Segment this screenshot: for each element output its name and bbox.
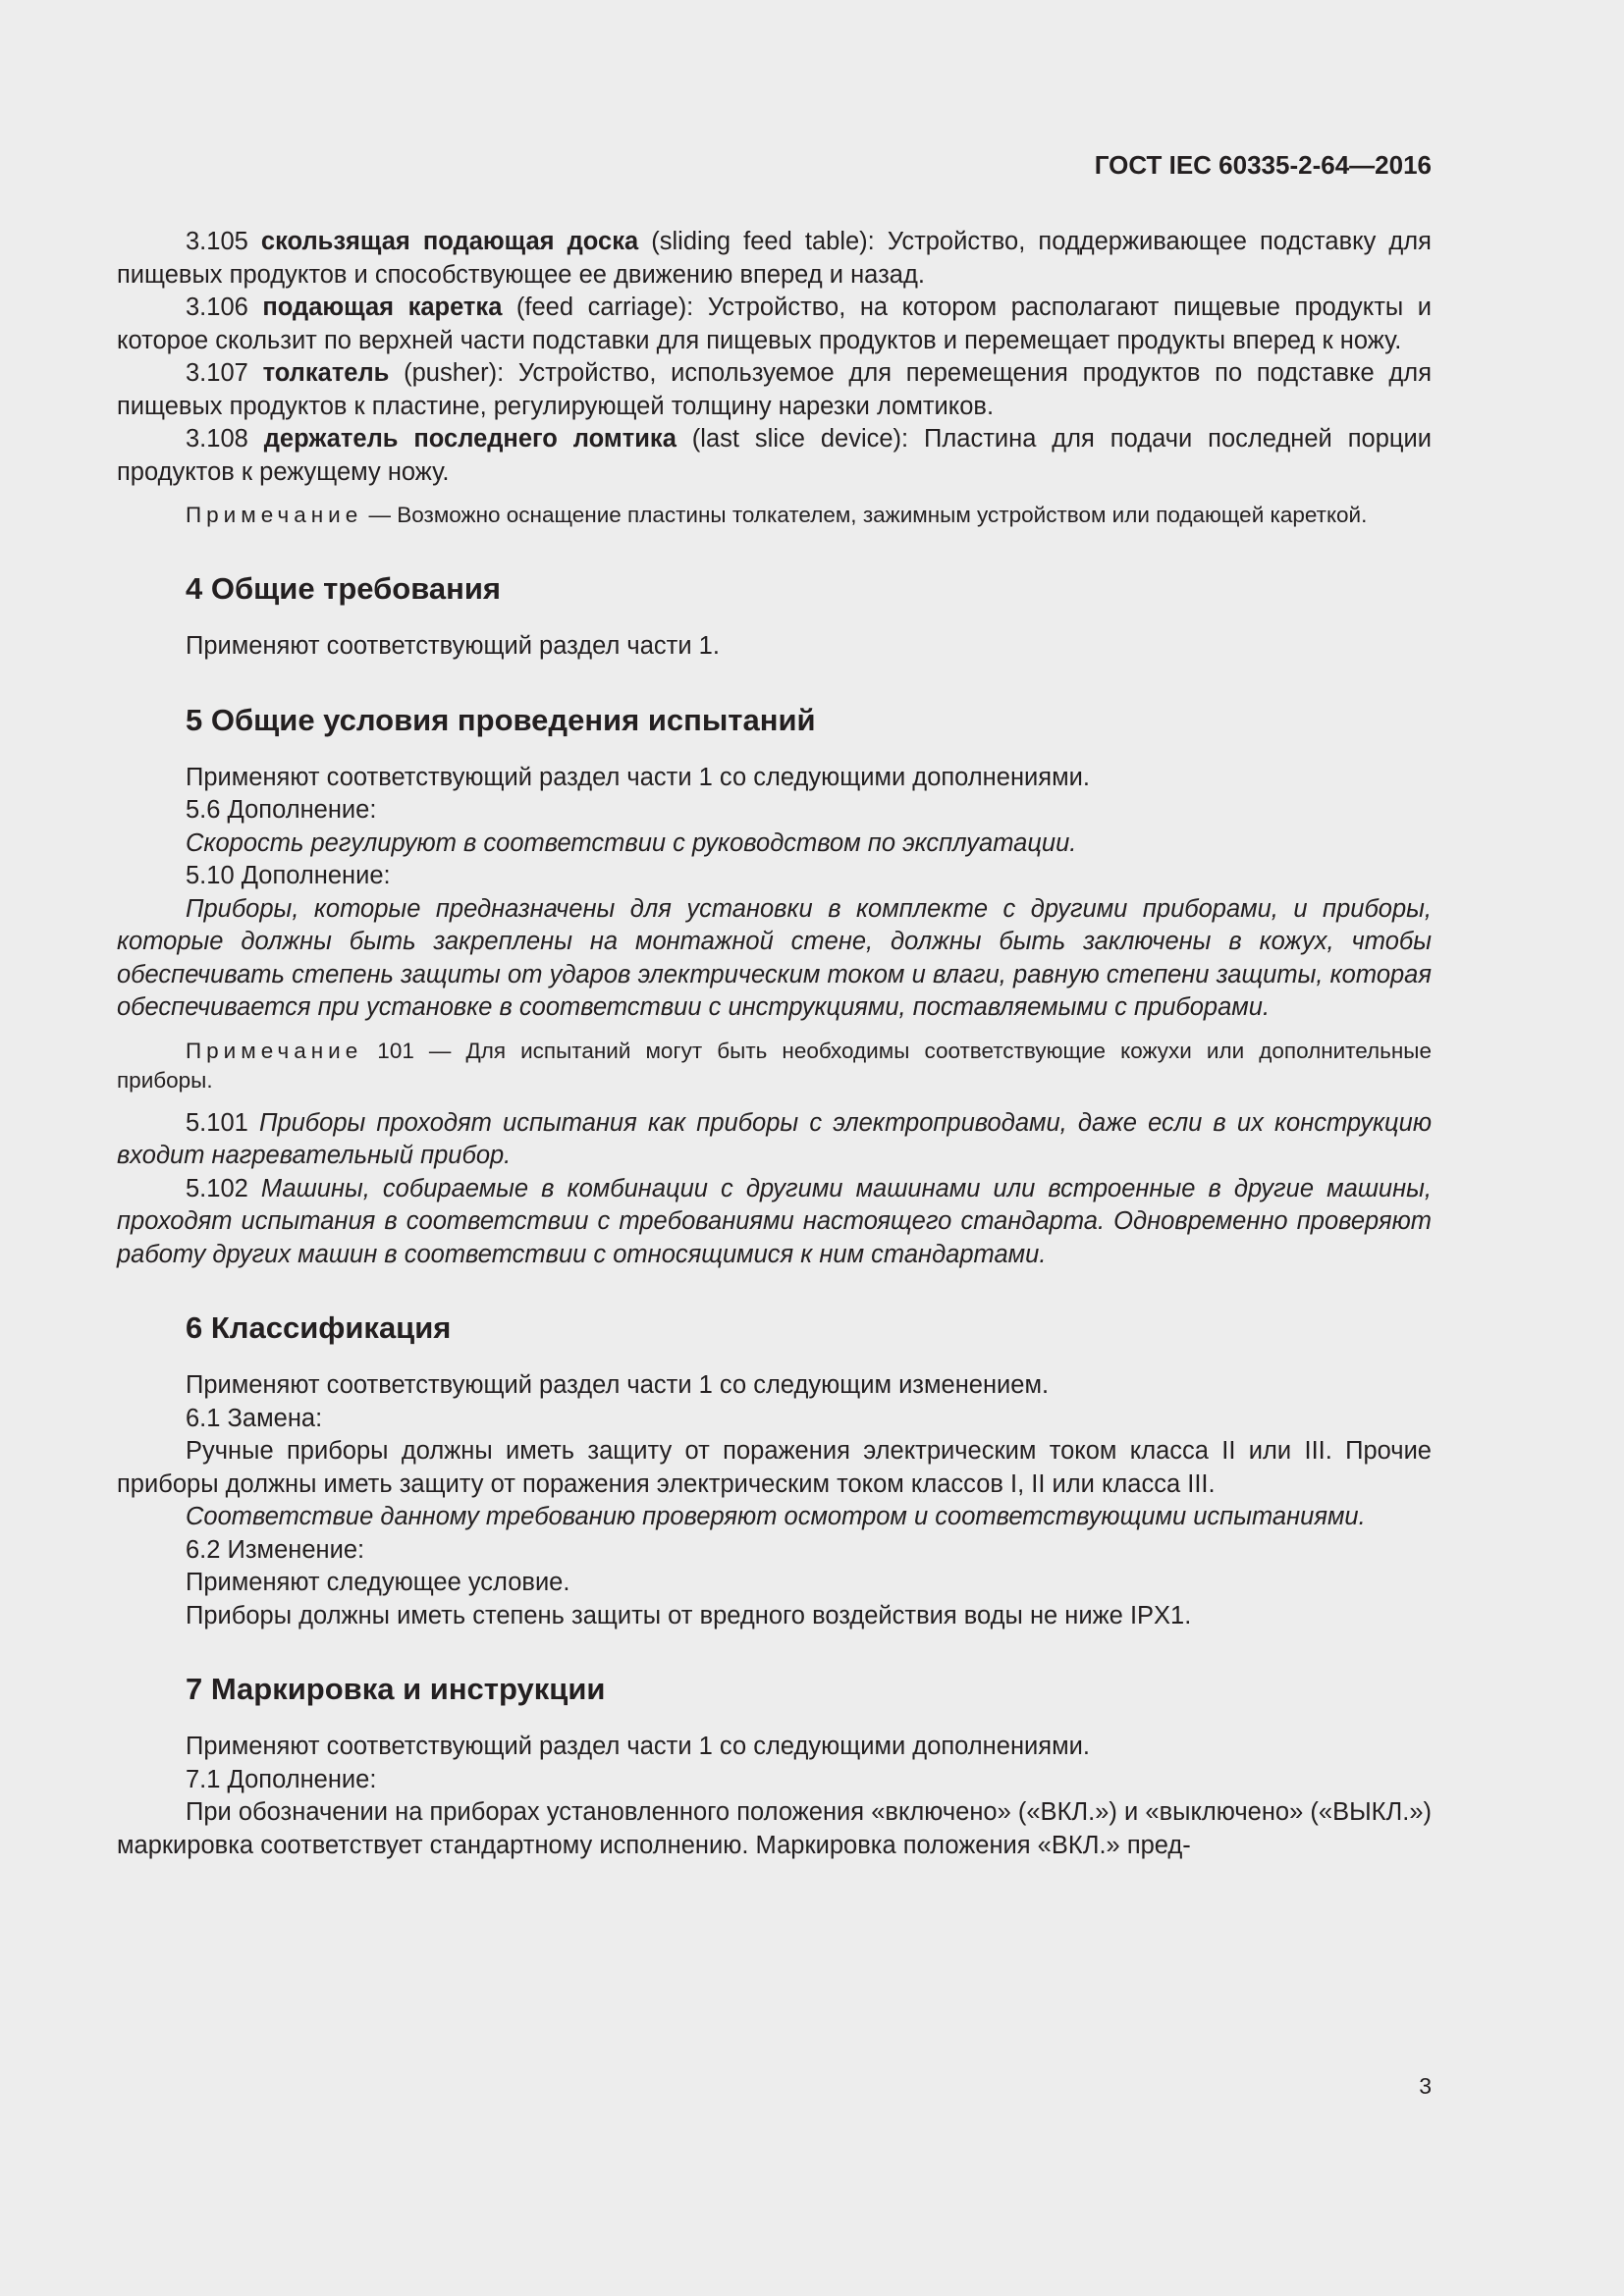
document-header: ГОСТ IEC 60335-2-64—2016 [1094,150,1432,180]
note-101: Примечание 101 — Для испытаний могут быть необходимы соответствующие кожухи или дополнительные приборы. [117,1038,1432,1093]
clause-7-1: 7.1 Дополнение: [186,1765,377,1793]
clause-6-2-text: Применяют следующее условие. [186,1569,570,1596]
clause-7-1-text: При обозначении на приборах установленного положения «включено» («ВКЛ.») и «выключено» («ВЫКЛ.») маркировка соответствует стандартному исполнению. Маркировка положения «ВКЛ.» пред- [117,1798,1432,1859]
term: скользящая подающая доска [260,228,639,255]
clause-6-1-text: Ручные приборы должны иметь защиту от поражения электрическим током класса II или III. Прочие приборы должны иметь защиту от поражения электрическим током классов I, II или класса III. [117,1437,1432,1498]
section-7-title: 7 Маркировка и инструкции [186,1672,606,1706]
section-6-title: 6 Классификация [186,1310,452,1345]
term: толкатель [262,359,390,387]
note-label: Примечание [186,503,363,527]
note-label: Примечание [186,1038,363,1063]
definition-3-106: 3.106 подающая каретка (feed carriage): Устройство, на котором располагают пищевые продукты и которое скользит по верхней части подставки для пищевых продуктов и перемещает продукты вперед к ножу. [117,294,1432,354]
section-5-intro: Применяют соответствующий раздел части 1 со следующими дополнениями. [186,763,1090,791]
definition-3-107: 3.107 толкатель (pusher): Устройство, используемое для перемещения продуктов по подставке для пищевых продуктов к пластине, регулирующей толщину нарезки ломтиков. [117,359,1432,420]
section-5-title: 5 Общие условия проведения испытаний [186,702,816,737]
clause-6-2-requirement: Приборы должны иметь степень защиты от вредного воздействия воды не ниже IPX1. [186,1601,1192,1629]
term: подающая каретка [262,294,503,321]
clause-5-6: 5.6 Дополнение: [186,796,377,824]
clause-6-1: 6.1 Замена: [186,1404,323,1432]
definition-3-105: 3.105 скользящая подающая доска (sliding feed table): Устройство, поддерживающее подставку для пищевых продуктов и способствующее ее движению вперед и назад. [117,228,1432,289]
clause-5-6-text: Скорость регулируют в соответствии с руководством по эксплуатации. [186,828,1077,857]
section-4-title: 4 Общие требования [186,571,501,606]
note-3-108: Примечание — Возможно оснащение пластины толкателем, зажимным устройством или подающей кареткой. [186,503,1368,527]
section-7-intro: Применяют соответствующий раздел части 1 со следующими дополнениями. [186,1733,1090,1760]
section-4-text: Применяют соответствующий раздел части 1. [186,632,720,660]
clause-6-2: 6.2 Изменение: [186,1535,365,1564]
clause-5-101: 5.101 Приборы проходят испытания как приборы с электроприводами, даже если в их конструкцию входит нагревательный прибор. [117,1108,1432,1169]
clause-6-1-compliance: Соответствие данному требованию проверяют осмотром и соответствующими испытаниями. [186,1503,1366,1530]
section-6-intro: Применяют соответствующий раздел части 1 со следующим изменением. [186,1371,1050,1399]
definition-3-108: 3.108 держатель последнего ломтика (last slice device): Пластина для подачи последней порции продуктов к режущему ножу. [117,425,1432,486]
term: держатель последнего ломтика [263,425,677,453]
clause-5-10-text: Приборы, которые предназначены для установки в комплекте с другими приборами, и приборы, которые должны быть закреплены на монтажной стене, должны быть заключены в кожух, чтобы обеспечивать степень защиты от ударов электрическим током и влаги, равную степени защиты, которая обеспечивается при установке в соответствии с инструкциями, поставляемыми с приборами. [117,894,1432,1021]
clause-5-102: 5.102 Машины, собираемые в комбинации с другими машинами или встроенные в другие машины, проходят испытания в соответствии с требованиями настоящего стандарта. Одновременно проверяют работу других машин в соответствии с относящимися к ним стандартами. [117,1174,1432,1268]
page-number: 3 [1419,2073,1432,2099]
clause-5-10: 5.10 Дополнение: [186,862,391,889]
